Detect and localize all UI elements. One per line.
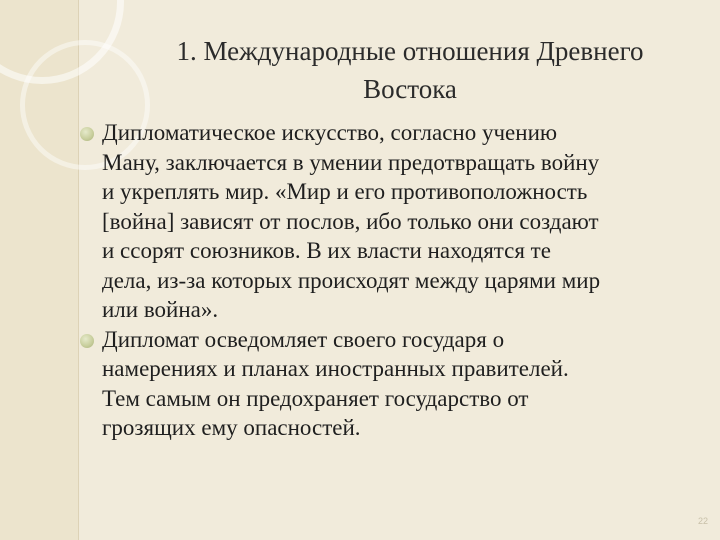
bullet-icon bbox=[80, 127, 94, 141]
bullet-line: дела, из-за которых происходят между царями мир bbox=[102, 267, 601, 293]
bullet-icon bbox=[80, 334, 94, 348]
bullet-item bbox=[80, 118, 712, 325]
bullet-line: или война». bbox=[102, 297, 219, 322]
bullet-line: Ману, заключается в умении предотвращать войну bbox=[102, 149, 600, 175]
bullet-line: грозящих ему опасностей. bbox=[102, 415, 361, 440]
bullet-item bbox=[80, 325, 712, 443]
page-number: 22 bbox=[697, 516, 708, 526]
bullet-line: Дипломатическое искусство, согласно учению bbox=[102, 120, 558, 145]
bullet-line: и укреплять мир. «Мир и его противоположность bbox=[102, 179, 588, 204]
title-line: Востока bbox=[363, 74, 457, 104]
bullet-line: Дипломат осведомляет своего государя о bbox=[102, 326, 505, 352]
bullet-line: Тем самым он предохраняет государство от bbox=[102, 385, 529, 411]
slide-title bbox=[120, 32, 700, 108]
bullet-line: и ссорят союзников. В их власти находятся те bbox=[102, 238, 551, 263]
title-line: 1. Международные отношения Древнего bbox=[176, 36, 644, 66]
bullet-line: намерениях и планах иностранных правителей. bbox=[102, 356, 569, 381]
bullet-list bbox=[80, 118, 712, 443]
bullet-line: [война] зависят от послов, ибо только они создают bbox=[102, 208, 599, 234]
